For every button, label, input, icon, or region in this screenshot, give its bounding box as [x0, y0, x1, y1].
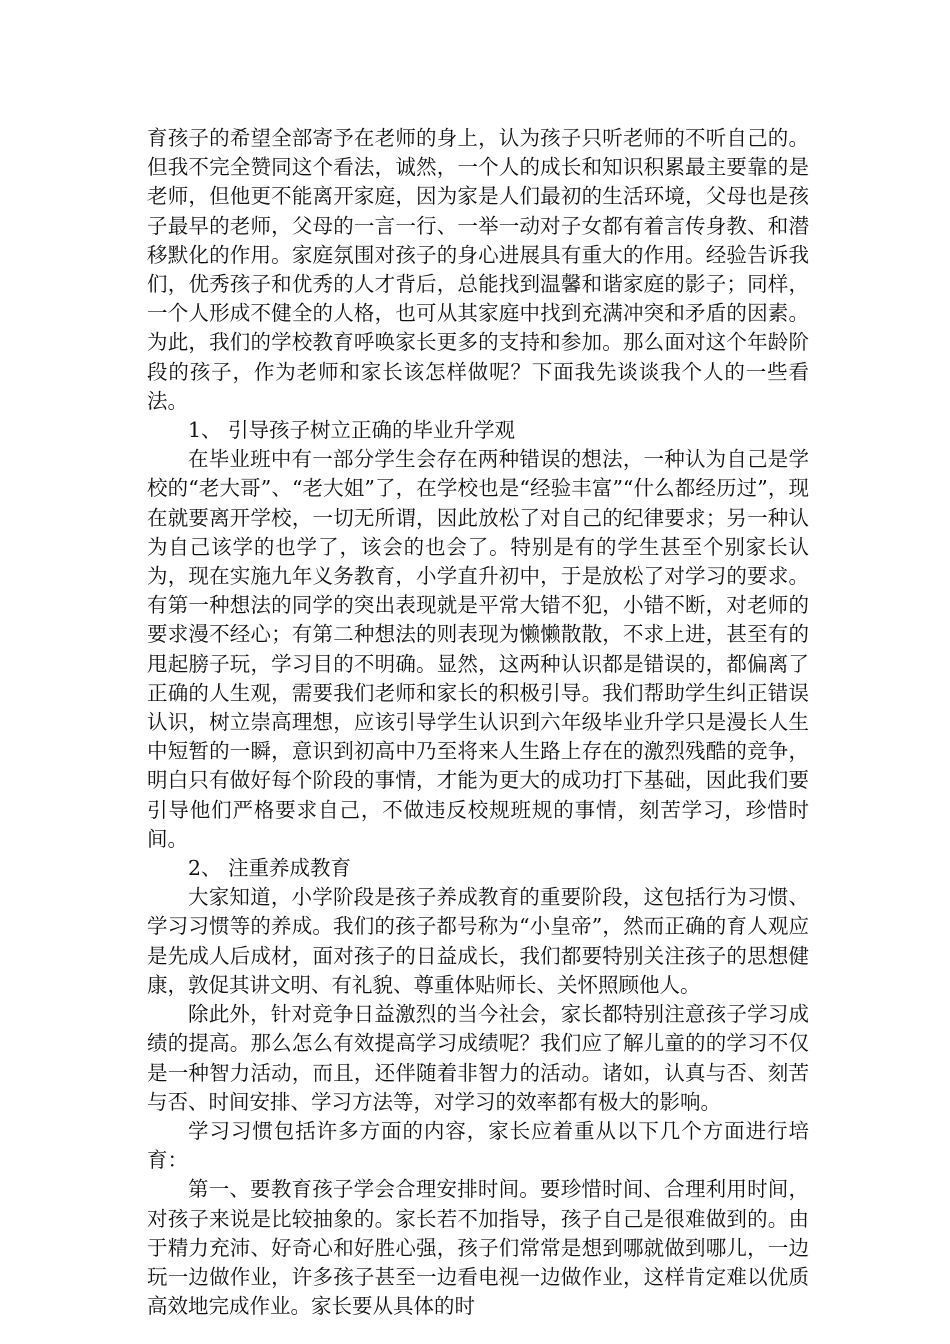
paragraph-time-management: 第一、要教育孩子学会合理安排时间。要珍惜时间、合理利用时间，对孩子来说是比较抽象的。家长若不加指导，孩子自己是很难做到的。由于精力充沛、好奇心和好胜心强，孩子们常常是想到哪就做到哪儿，一边玩一边做作业，许多孩子甚至一边看电视一边做作业，这样肯定难以优质高效地完成作业。家长要从具体的时 — [147, 1177, 809, 1319]
paragraph-habit-education: 大家知道，小学阶段是孩子养成教育的重要阶段，这包括行为习惯、学习习惯等的养成。我们的孩子都号称为“小皇帝”，然而正确的育人观应是先成人后成材，面对孩子的日益成长，我们都要特别关注孩子的思想健康，敦促其讲文明、有礼貌、尊重体贴师长、关怀照顾他人。 — [147, 885, 809, 997]
paragraph-intro: 育孩子的希望全部寄予在老师的身上，认为孩子只听老师的不听自己的。但我不完全赞同这个看法，诚然，一个人的成长和知识积累最主要靠的是老师，但他更不能离开家庭，因为家是人们最初的生活环境，父母也是孩子最早的老师，父母的一言一行、一举一动对子女都有着言传身教、和潜移默化的作用。家庭氛围对孩子的身心进展具有重大的作用。经验告诉我们，优秀孩子和优秀的人才背后，总能找到温馨和谐家庭的影子；同样，一个人形成不健全的人格，也可从其家庭中找到充满冲突和矛盾的因素。为此，我们的学校教育呼唤家长更多的支持和参加。那么面对这个年龄阶段的孩子，作为老师和家长该怎样做呢？下面我先谈谈我个人的一些看法。 — [147, 126, 809, 413]
section-heading-1: 1、 引导孩子树立正确的毕业升学观 — [188, 418, 516, 443]
section-heading-2: 2、 注重养成教育 — [188, 856, 352, 881]
document-page — [147, 124, 809, 1321]
paragraph-academic-performance: 除此外，针对竞争日益激烈的当今社会，家长都特别注意孩子学习成绩的提高。那么怎么有效提高学习成绩呢？我们应了解儿童的的学习不仅是一种智力活动，而且，还伴随着非智力的活动。诸如，认真与否、刻苦与否、时间安排、学习方法等，对学习的效率都有极大的影响。 — [147, 1002, 809, 1114]
paragraph-graduation-view: 在毕业班中有一部分学生会存在两种错误的想法，一种认为自己是学校的“老大哥”、“老大姐”了，在学校也是“经验丰富”“什么都经历过”，现在就要离开学校，一切无所谓，因此放松了对自己的纪律要求；另一种认为自己该学的也学了，该会的也会了。特别是有的学生甚至个别家长认为，现在实施九年义务教育，小学直升初中，于是放松了对学习的要求。有第一种想法的同学的突出表现就是平常大错不犯，小错不断，对老师的要求漫不经心；有第二种想法的则表现为懒懒散散，不求上进，甚至有的甩起膀子玩，学习目的不明确。显然，这两种认识都是错误的，都偏离了正确的人生观，需要我们老师和家长的积极引导。我们帮助学生纠正错误认识，树立崇高理想，应该引导学生认识到六年级毕业升学只是漫长人生中短暂的一瞬，意识到初高中乃至将来人生路上存在的激烈残酷的竞争，明白只有做好每个阶段的事情，才能为更大的成功打下基础，因此我们要引导他们严格要求自己，不做违反校规班规的事情，刻苦学习，珍惜时间。 — [147, 447, 809, 851]
paragraph-study-habits: 学习习惯包括许多方面的内容，家长应着重从以下几个方面进行培育： — [147, 1118, 809, 1173]
